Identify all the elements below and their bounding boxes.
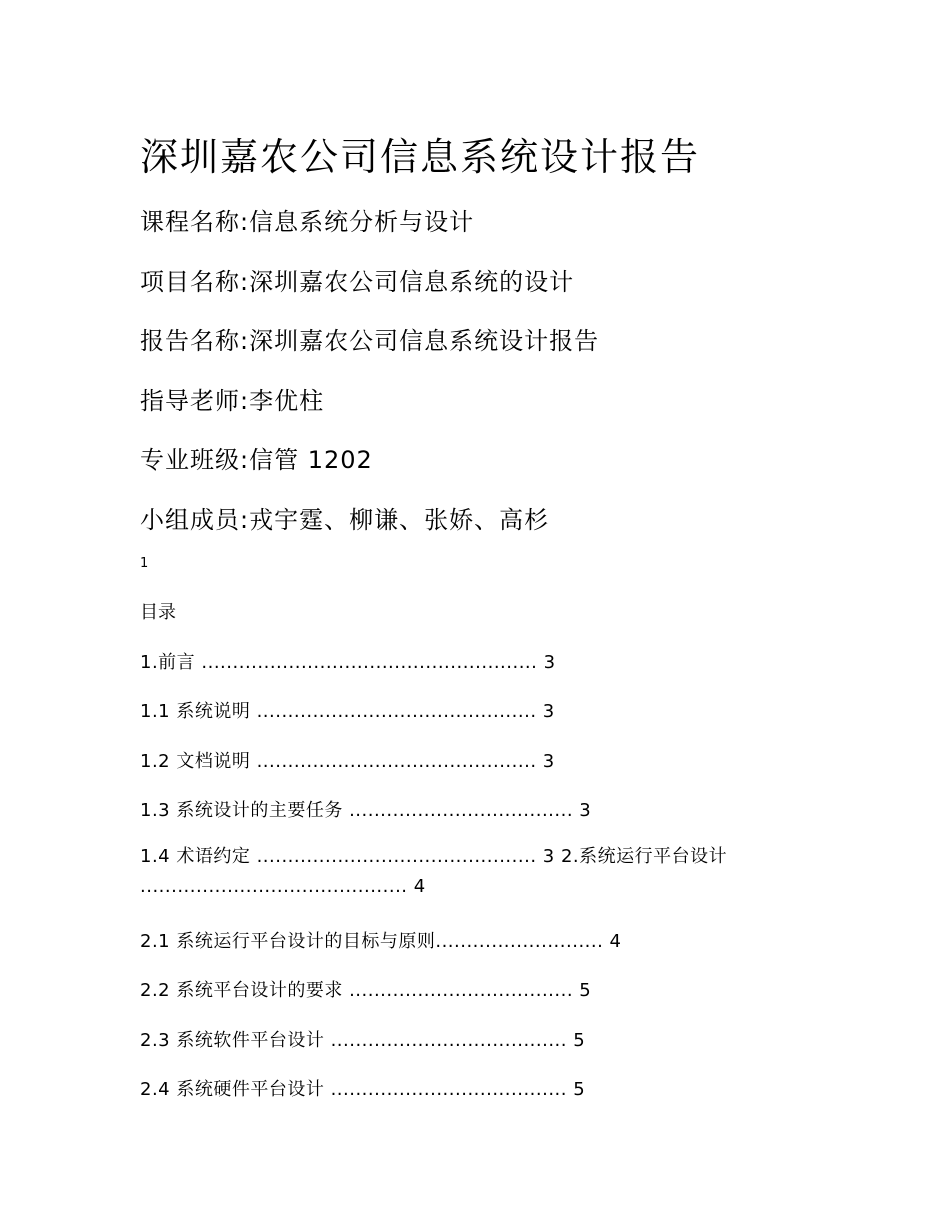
group-members: 小组成员:戎宇霆、柳谦、张娇、高杉 — [140, 506, 550, 534]
toc-entry: 2.4 系统硬件平台设计 ...................................... 5 — [140, 1079, 586, 1100]
toc-entry: 1.1 系统说明 ............................................. 3 — [140, 701, 555, 722]
toc-entry: 1.2 文档说明 ............................................. 3 — [140, 751, 555, 772]
project-name: 项目名称:深圳嘉农公司信息系统的设计 — [140, 268, 575, 296]
toc-entry: 2.1 系统运行平台设计的目标与原则........................... 4 — [140, 931, 622, 952]
report-name: 报告名称:深圳嘉农公司信息系统设计报告 — [140, 327, 600, 355]
toc-entry: 1.4 术语约定 ............................................. 3 2.系统运行平台设计 ........................................... 4 — [140, 846, 728, 897]
toc-entry: 2.3 系统软件平台设计 ...................................... 5 — [140, 1030, 586, 1051]
page-number: 1 — [140, 556, 149, 571]
class-name: 专业班级:信管 1202 — [140, 446, 373, 474]
toc-entry: 2.2 系统平台设计的要求 .................................... 5 — [140, 980, 592, 1001]
document-title: 深圳嘉农公司信息系统设计报告 — [140, 135, 701, 179]
toc-entry: 1.3 系统设计的主要任务 .................................... 3 — [140, 800, 592, 821]
toc-heading: 目录 — [140, 602, 176, 623]
toc-entry: 1.前言 ...................................................... 3 — [140, 652, 556, 673]
course-name: 课程名称:信息系统分析与设计 — [140, 208, 475, 236]
advisor: 指导老师:李优柱 — [140, 387, 325, 415]
